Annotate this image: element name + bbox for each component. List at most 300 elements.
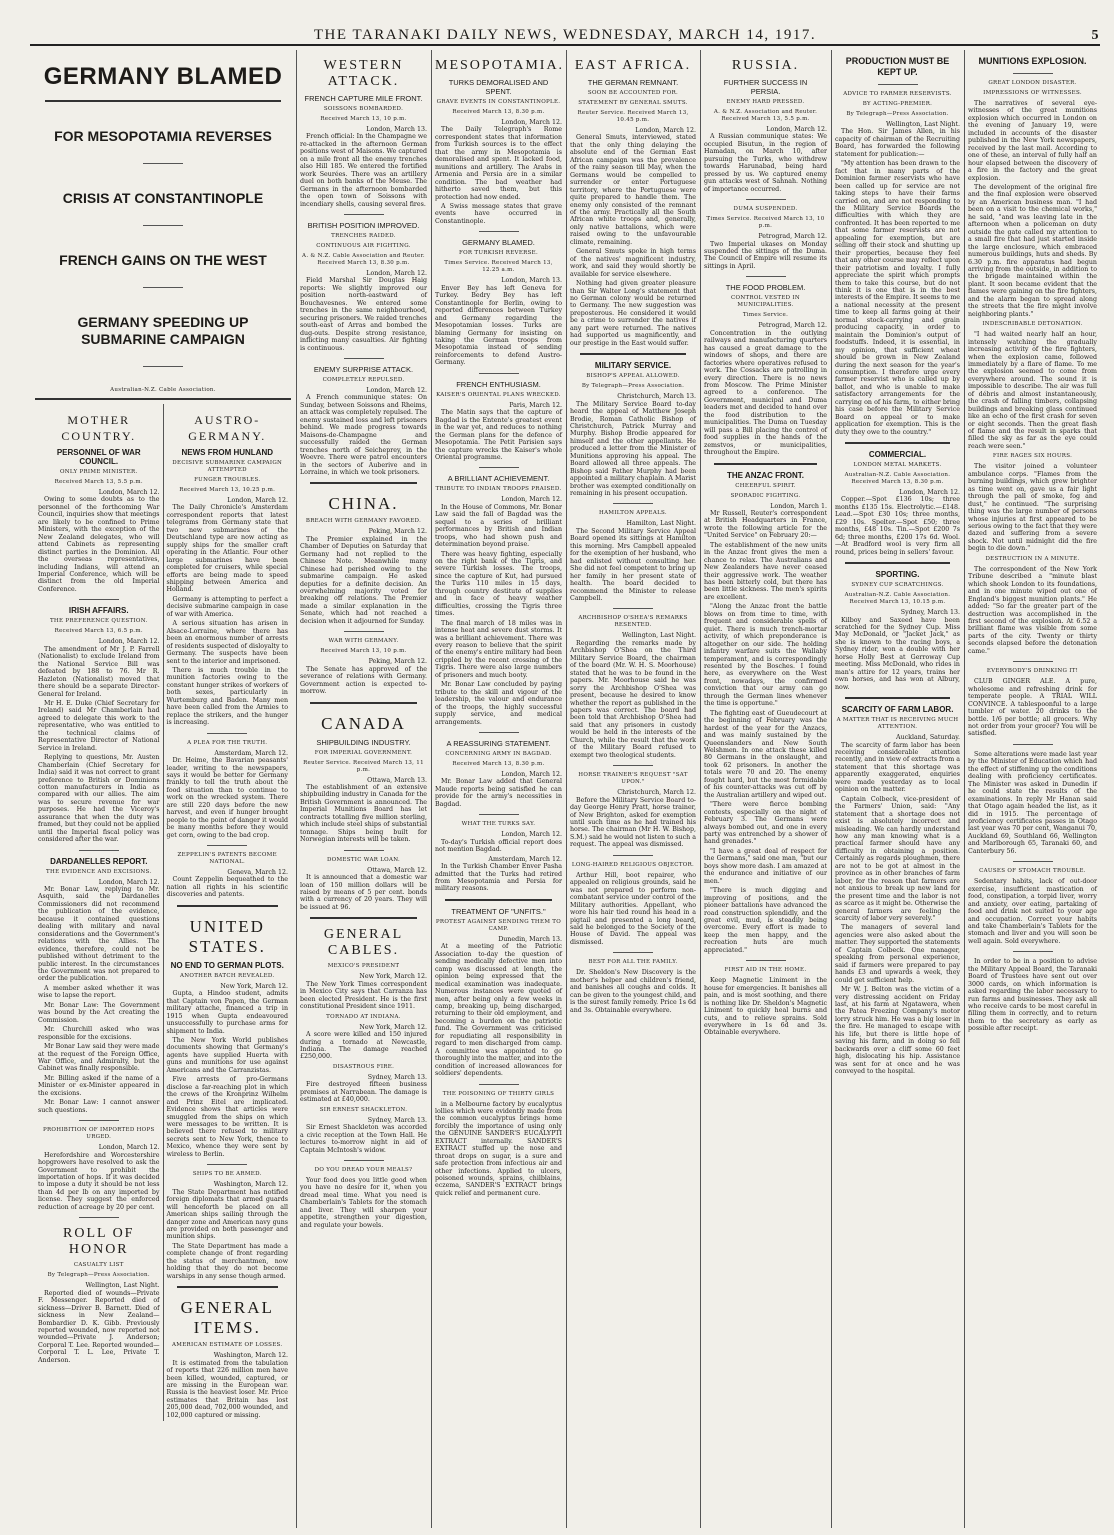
article-body: Two Imperial ukases on Monday suspended the sittings of the Duma. The Council of Empire will resume its sittings in April. (704, 240, 827, 270)
section-heading: WESTERN ATTACK. (323, 58, 404, 89)
divider (79, 1120, 119, 1121)
article-body: It is estimated from the tabulation of reports that 226 million men have been killed, wounded, captured, or are missing in the European war. Russia is the heaviest loser. Mr. Price estimates that Britain has lost 205,000 dead, 702,000 wounded, and 102,000 captured or missing. (166, 1359, 288, 1419)
article-body: Mr. Bonar Law, replying to Mr. Asquith, said the Dardanelles Commissioners did not recommend the publication of the evidence, because it contained questions dealing with military and naval considerations and the Government's relations with the Allies. The evidence, therefore, could not be published without detriment to the public interest. In the circumstances the Government was not prepared to order the publication. (38, 886, 160, 983)
article-body: Copper.—Spot £136 10s; three months £135 15s. Electrolytic.—£148. Lead.—Spot £30 10s; three months, £29 10s. Spelter.—Spot £50; three months, £48 10s. Tin.—Spot £200 7s 6d; three months, £200 17s 6d. Wool.—At Bradford wool is very firm all round, prices being in sellers' favour. (835, 496, 960, 556)
column-mesopotamia (431, 50, 565, 1528)
article-heading: FURTHER SUCCESS IN PERSIA. (723, 78, 808, 96)
article-body: Reported died of wounds—Private F. Messenger. Reported died of sickness—Driver B. Barnett. Died of sickness in New Zealand—Bombardier D. K. Gibb. Previously reported wounded, now reported not wounded—Private J. Anderson; Corporal T. Lee. Reported wounded—Corporal T. L. Lee, Private T. Anderson. (38, 1289, 160, 1364)
article-body: Nothing had given greater pleasure than Sir Walter Long's statement that no German colony would be returned to Germany. The new suggestion was preposterous. He considered it would be a crime to surrender the natives if any part were returned. The natives had supported us magnificently, and our prestige in the East would suffer. (570, 280, 696, 347)
dateline: Christchurch, March 13. (617, 393, 696, 401)
dateline: London, March 12. (501, 771, 562, 778)
article-body: The narratives of several eye-witnesses of the great munitions explosion which occurred in London on the evening of January 19, were included in accounts of the disaster published in the New York newspapers, received by the last mail. According to one of these, an interval of fully half an hour elapsed between the discovery of a fire in the factory and the great explosion. (968, 100, 1097, 182)
article-body: Arthur Hill, boot repairer, who appealed on religious grounds, said he was not prepared to perform non-combatant service under control of the Military authorities. Appellant, who wore his hair tied round his head in a pigtail and presented a long beard, said he belonged to the Society of the House of David. The appeal was dismissed. (570, 871, 696, 946)
article-subheading: SYDNEY CUP SCRATCHINGS. (851, 582, 944, 589)
article-body: "I have a great deal of respect for the Germans," said one man, "but our boys show more dash. I am amazed at the endurance and initiative of our men." (704, 847, 827, 885)
article-body: "Along the Anzac front the battle blows on from time to time, with frequent and considerable spells of quiet. There is much trench-mortar activity, of which preponderance is altogether on our side. The holding infantry warfare suits the Wallaby temperament, and is correspondingly resented by the Bosches. I found here, as everywhere on the West front, nowadays, the confirmed conviction that our army can go through the German lines whenever the time is opportune." (704, 603, 827, 708)
article-body: Field Marshal Sir Douglas Haig reports: We slightly improved our position north-eastward of Bouchavesnes. We entered some trenches in the same neighbourhood, securing prisoners. We raided trenches south-east of Arras and bombed the dug-outs. Despite strong resistance, inflicting many casualties. Air fighting is continuous. (300, 277, 427, 352)
dateline: London, March 12. (501, 496, 562, 504)
page-number: 5 (1091, 28, 1100, 43)
column-russia (700, 50, 830, 1528)
article-heading: PERSONNEL OF WAR COUNCIL. (56, 448, 141, 466)
article-subheading: DECISIVE SUBMARINE CAMPAIGN ATTEMPTED (172, 460, 283, 473)
section-heading: MESOPOTAMIA. (435, 58, 565, 73)
article-subheading: FOR IMPERIAL GOVERNMENT. (314, 749, 413, 756)
newspaper-title: THE TARANAKI DAILY NEWS, WEDNESDAY, MARCH 14, 1917. (313, 27, 817, 43)
column-east-africa (566, 50, 699, 1528)
dateline: Wellington, Last Night. (621, 632, 696, 640)
article-body: The Senate has approved of the severance of relations with Germany. Government action is expected to-morrow. (300, 665, 427, 696)
dateline: Wellington, Last Night. (885, 121, 960, 128)
advertisement-heading: BEST FOR ALL THE FAMILY. (588, 959, 678, 966)
advertisement-body: CLUB GINGER ALE. A pure, wholesome and refreshing drink for temperate people. A TRIAL WILL CONVINCE. A tablespoonful to a large tumbler of water. 20 drinks to the bottle. 1/6 per bottle; all grocers. Why not order from your grocer? You will be satisfied. (968, 678, 1097, 738)
received-line: Australian-N.Z. Cable Association. Received March 13, 8.30 p.m. (844, 472, 951, 486)
article-body: The development of the original fire and the final explosion were observed by an American business man. "I had been on a visit to the chemical works," he said, "and was leaving late in the afternoon when a policeman on duty outside the gate called my attention to a small fire that had just started inside the large enclosure, which embraced numerous buildings, huts and sheds. By 6.30 p.m. fire apparatus had begun arriving from the outside, in addition to the brigade maintained within the plant. It soon became evident that the flames were gaining on the fire fighters, and the alarm began to spread along the streets that the fire might involve neighboring plants." (968, 183, 1097, 318)
article-subheading: CONTROL VESTED IN MUNICIPALITIES. (731, 295, 800, 309)
divider (1013, 744, 1053, 745)
article-subheading: SHIPBUILDING INDUSTRY. (316, 737, 411, 747)
article-heading: GENERAL ITEMS. (180, 1298, 274, 1338)
divider (207, 733, 247, 734)
article-heading: UNITED STATES. (188, 916, 266, 956)
column-western-attack (296, 50, 430, 1528)
divider (479, 1084, 519, 1085)
dateline: London, March 12. (227, 497, 288, 504)
advertisement-body: Your food does you little good when you have no desire for it, when you dread meal time. What you need is Chamberlain's Tablets for the stomach and liver. They will sharpen your appetite, strengthen your digestion, and regulate your bowels. (300, 1176, 427, 1229)
article-heading: DUMA SUSPENDED. (733, 206, 798, 213)
article-heading: ZEPPELIN'S PATENTS BECOME NATIONAL. (177, 852, 277, 866)
dateline: London, March 12. (98, 1144, 160, 1152)
divider (845, 562, 950, 564)
section-heading: MOTHER COUNTRY. (61, 413, 137, 443)
dateline: London, March 12. (98, 489, 160, 496)
divider (613, 608, 653, 609)
article-heading: FRENCH CAPTURE MILE FRONT. (304, 94, 423, 103)
dateline: London, March 13. (366, 126, 427, 133)
article-body: A serious situation has arisen in Alsace-Lorraine, where there has been an enormous number of arrests of residents suspected of disloyalty to Germany. The suspects have been sent to the interior and imprisoned. (166, 620, 288, 665)
section-heading: EAST AFRICA. (574, 58, 692, 73)
column-mother-country (35, 404, 163, 1421)
article-heading: SCARCITY OF FARM LABOR. (841, 705, 954, 715)
dateline: Washington, March 12. (213, 1181, 288, 1189)
article-subheading: PROTEST AGAINST SENDING THEM TO CAMP. (435, 918, 562, 932)
article-body: General Smuts spoke in high terms of the natives' magnificent industry, work, and said they would shortly be available for service elsewhere. (570, 248, 696, 278)
article-body: Sir Ernest Shackleton was accorded a civic reception at the Town Hall. He lectures to-morrow night in aid of Captain McIntosh's widow. (300, 1124, 427, 1154)
article-subheading: FUNGER TROUBLES. (194, 477, 261, 483)
dateline: Sydney, March 13. (367, 1073, 427, 1081)
received-line: Reuter Service. Received March 13, 10.45 p.m. (577, 110, 689, 123)
dateline: Peking, March 12. (368, 658, 427, 666)
advertisement-body: Dr. Sheldon's New Discovery is the mother's helper and children's friend, and banishes all coughs and colds. It can be given to the youngest child, and is the surest family remedy. Price 1s 6d and 3s. Obtainable everywhere. (570, 969, 696, 1014)
lead-deck-3: FRENCH GAINS ON THE WEST (59, 252, 267, 268)
article-body: French official: In the Champagne we re-attacked in the afternoon German positions west of Maisons. We captured on a mile front all the enemy trenches also Hill 185. We entered the fortified work Seurées. There was an artillery duel on both banks of the Meuse. The Germans in the afternoon bombarded the open town of Soissons with incendiary shells, causing several fires. (300, 133, 427, 208)
article-body: Herefordshire and Worcestershire hopgrowers have resolved to ask the Government to prohibit the importation of hops. If it was decided to impose a duty it should be not less than 4d per lb on any imported by license. They suggest the enforced reduction of acreage by 20 per cent. (38, 1151, 160, 1211)
article-body: Dr. Heime, the Bavarian peasants' leader, writing to the newspapers, says it would be better for Germany frankly to tell the truth about the food situation than to continue to work on the wrecked system. There are still 220 days before the new harvest, and even if hunger brought people to the point of danger it would be many months before they would get corn, owing to the bad crop. (166, 757, 288, 839)
divider (1013, 73, 1053, 74)
divider (79, 599, 119, 600)
divider (613, 503, 653, 504)
divider (143, 163, 183, 164)
dateline: London, March 12. (501, 831, 562, 839)
article-heading: ROLL OF HONOR (63, 1226, 135, 1258)
article-heading: SHIPS TO BE ARMED. (192, 1171, 262, 1178)
article-subheading: SOISSONS BOMBARDED. (323, 106, 404, 112)
dateline: Hamilton, Last Night. (626, 520, 696, 528)
article-subheading: ADVICE TO FARMER RESERVISTS. (843, 91, 952, 97)
lead-deck-2: CRISIS AT CONSTANTINOPLE (62, 190, 264, 206)
divider (479, 231, 519, 232)
divider (1013, 861, 1053, 862)
masthead (30, 22, 1100, 46)
dateline: Paris, March 12. (509, 401, 562, 409)
article-body: Mr. Bonar Law concluded by paying tribute to the skill and vigour of the leadership, the valour and endurance of the troops, the highly successful supply service, and medical arrangements. (435, 681, 562, 726)
divider (746, 199, 786, 200)
article-body: Captain Colbeck, vice-president of the Farmers' Union, said: "Any statement that a shortage does not exist is absolutely incorrect and misleading. We can hardly understand how any man knowing what is a practical farmer should have any difficulty in obtaining a position. Certainly as regards ploughmen, there are not to be got at almost in the province as in other branches of farm labor, for the reason that farmers are not anxious to break up new land for the present time and the labor is not as scarce as it might be. Otherwise the general farmers are feeling the scarcity of labor very severely." (835, 795, 960, 922)
divider (45, 100, 281, 102)
article-body: Some alterations were made last year by the Minister of Education which had the effect of stiffening up the conditions dealing with proficiency certificates. The Minister was asked in Dunedin if he could state the results of the examinations. In reply Mr Hanan said that Otago again headed the list, as it did in 1915. The percentage of proficiency certificates passes in Otago last year was 70 per cent, Wanganui 70, Auckland 69, Southland 66, Wellington and Marlborough 65, Taranaki 60, and Canterbury 56. (968, 750, 1097, 855)
column-munitions-explosion (964, 50, 1100, 1528)
article-subheading: LONDON METAL MARKETS. (853, 462, 942, 469)
received-line: Received March 13, 10.25 p.m. (179, 487, 276, 493)
article-heading: TORNADO AT INDIANA. (326, 1013, 401, 1020)
article-heading: DOMESTIC WAR LOAN. (326, 856, 401, 863)
article-body: Mr Russell, Reuter's correspondent at British Headquarters in France, wrote the following article for the "United Service" on February 20:— (704, 509, 827, 540)
article-subheading: IMPRESSIONS OF WITNESSES. (983, 90, 1082, 96)
advertisement-body: Sedentary habits, lack of out-door exercise, insufficient mastication of food, constipation, a torpid liver, worry and anxiety, over eating, partaking of food and drink not suited to your age and occupation. Correct your habits and take Chamberlain's Tablets for the stomach and liver and you will soon be well again. Sold everywhere. (968, 878, 1097, 945)
article-body: There is much trouble in the munition factories owing to the constant hunger strikes of workers of both sexes, particularly in Wurtemburg and Baden. Many men have been called from the Armies to replace the strikers, and the hunger is increasing. (166, 666, 288, 727)
dateline: Sydney, March 13. (900, 609, 960, 617)
article-heading: GENERAL CABLES. (323, 927, 404, 959)
article-body: The final march of 18 miles was in intense heat and severe dust storms. It was a brilliant achievement. There was every reason to believe that the spirit of the enemy's entire military had been crippled by the recent crossing of the Tigris. There were also large numbers of prisoners and much booty. (435, 619, 562, 679)
article-subheading: BY ACTING-PREMIER. (862, 101, 933, 107)
article-body: Fire destroyed fifteen business premises at Narrabean. The damage is estimated at £40,000. (300, 1081, 427, 1104)
article-subheading: A MATTER THAT IS RECEIVING MUCH ATTENTION. (836, 717, 959, 731)
dateline: London, March 12. (899, 489, 960, 497)
dateline: Peking, March 12. (368, 528, 427, 536)
article-body: The Second Military Service Appeal Board opened its sittings at Hamilton this morning. Mrs Campbell appealed for the exemption of her husband, who had enlisted without consulting her. She did not feel competent to bring up her family in her present state of health. The board decided to recommend the Minister to release Campbell. (570, 527, 696, 603)
dateline: New York, March 12. (359, 1023, 427, 1031)
dateline: Wellington, Last Night. (85, 1282, 160, 1290)
article-heading: INDESCRIBABLE DETONATION. (982, 321, 1083, 328)
divider (344, 850, 384, 851)
article-subheading: SOON BE ACCOUNTED FOR. (587, 90, 679, 96)
received-line: Received March 13, 5.5 p.m. (54, 479, 143, 485)
article-heading: A BRILLIANT ACHIEVEMENT. (447, 474, 550, 484)
article-body: A member asked whether it was wise to lapse the report. (38, 984, 160, 1000)
dateline: New York, March 12. (220, 982, 288, 990)
lead-headline: GERMANY BLAMED (43, 63, 283, 90)
article-body: Mr. Billing asked if the name of a Minister or ex-Minister appeared in the excisions. (38, 1074, 160, 1097)
article-subheading: CONCERNING ARMY IN BAGDAD. (445, 751, 552, 757)
article-heading: PROHIBITION OF IMPORTED HOPS URGED. (42, 1127, 155, 1141)
article-body: In the House of Commons, Mr. Bonar Law said the fall of Bagdad was the sequel to a series of brilliant performances by British and Indian troops, who had shown push and determination beyond praise. (435, 503, 562, 549)
dateline: Petrograd, March 12. (758, 233, 827, 241)
dateline: Amsterdam, March 12. (488, 855, 562, 863)
article-heading: DISASTROUS FIRE. (332, 1063, 395, 1070)
dateline: London, March 12. (98, 878, 160, 886)
received-line: By Telegraph—Press Association. (846, 111, 949, 117)
divider (580, 353, 686, 355)
article-heading: DARDANELLES REPORT. (50, 856, 148, 866)
article-subheading: BISHOP'S APPEAL ALLOWED. (586, 373, 680, 380)
article-heading: LONG-HAIRED RELIGIOUS OBJECTOR. (571, 861, 695, 868)
section-heading: MUNITIONS EXPLOSION. (978, 56, 1087, 66)
article-body: The correspondent of the New York Tribune described a "minute blast which shook London to its foundations, and in one minute wiped out one of England's biggest munition plants." He added: "So far the greater part of the destruction was accomplished in the first second of the explosion. At 6.52 a brilliant flame was visible from some parts of the city. Twenty or thirty seconds elapsed before the detonation came." (968, 565, 1097, 655)
divider (1013, 951, 1053, 952)
article-heading: TURKS DEMORALISED AND SPENT. (448, 78, 549, 96)
article-body: Mr. Bonar Law: The Government was bound by the Act creating the Commission. (38, 1001, 160, 1024)
article-subheading: TRIBUTE TO INDIAN TROOPS PRAISED. (435, 486, 562, 493)
article-heading: SIR ERNEST SHACKLETON. (319, 1106, 408, 1113)
article-subheading: GREAT LONDON DISASTER. (988, 80, 1077, 86)
article-heading: FIRE RAGES SIX HOURS. (992, 453, 1073, 460)
article-body: Kilboy and Saxeed have been scratched for the Sydney Cup. Miss May McDonald, or "Jacket Jack," as she is known to the racing boys, a Sydney rider, won a double with her horse Holly Best at Gerroway Cup meeting. Miss McDonald, who rides in man's attire for 12 years, trains her own horses, and has won at Albury, now. (835, 616, 960, 691)
article-subheading: NO END TO GERMAN PLOTS. (170, 960, 284, 970)
article-body: Mr H. E. Duke (Chief Secretary for Ireland) said Mr Chamberlain had agreed to delegate this work to the representative, who was entitled to the technical claims of Representative Director of National Service in Ireland. (38, 699, 160, 752)
divider (177, 905, 279, 907)
article-heading: SPORTING. (875, 570, 920, 580)
advertisement-heading: THE POISONING OF THIRTY GIRLS (442, 1090, 555, 1097)
article-heading: TREATMENT OF "UNFITS." (451, 906, 546, 916)
article-subheading: KAISER'S ORIENTAL PLANS WRECKED. (436, 391, 561, 398)
article-subheading: GRAVE EVENTS IN CONSTANTINOPLE. (436, 99, 561, 105)
received-line: Received March 13, 6.5 p.m. (54, 628, 143, 635)
divider (479, 732, 519, 733)
article-body: The amendment of Mr J. P. Farrell (Nationalist) to exclude Ireland from the National Service Bill was defeated by 188 to 76. Mr R. Hazleton (Nationalist) moved that there should be a separate Director-General for Ireland. (38, 645, 160, 698)
article-heading: IRISH AFFAIRS. (68, 606, 129, 616)
dateline: London, March 12. (635, 127, 696, 134)
article-subheading: COMPLETELY REPULSED. (322, 376, 405, 383)
divider (613, 765, 653, 766)
article-body: At a meeting of the Patriotic Association to-day the question of sending medically defective men into camp was discussed at length, the opinion being expressed that the medical examination was inadequate. Numerous instances were quoted of men, after being only a few weeks in camp, breaking up, being discharged, returning to their old employment, and becoming a burden on the patriotic fund. The Government was criticised for repudiating all responsibility in regard to men discharged from camp. A committee was appointed to go thoroughly into the matter, and into the condition of increased allowances for soldiers' dependents. (435, 943, 562, 1078)
article-body: The scarcity of farm labor has been receiving considerable attention recently, and in view of extracts from a statement that this shortage was apparently exaggerated, enquiries were made yesterday as to local opinion on the matter. (835, 741, 960, 794)
advertisement-heading: FIRST AID IN THE HOME. (724, 967, 807, 974)
article-subheading: CHEERFUL SPIRIT. (735, 482, 796, 489)
divider (344, 358, 384, 359)
dateline: New York, March 12. (359, 973, 427, 981)
divider (445, 899, 552, 901)
article-subheading: SPORADIC FIGHTING. (730, 492, 801, 499)
received-line: Times Service. Received March 13, 12.25 a.m. (444, 260, 553, 274)
article-subheading: STATEMENT BY GENERAL SMUTS. (578, 100, 688, 106)
divider (344, 631, 384, 632)
article-body: A French communique states: On Sunday, between Soissons and Rheims, an attack was completely repulsed. The enemy sustained loss and left prisoners behind. We made progress towards Maisons-de-Champagne and successfully raided the German trenches north of Seicheprey, in the Woevre. There were patrol encounters in the sectors of Auberive and in Lorraine, in which we took prisoners. (300, 394, 427, 476)
divider (177, 1286, 279, 1288)
divider (143, 287, 183, 288)
article-heading: DESTRUCTION IN A MINUTE. (985, 555, 1080, 562)
lead-credit: Australian-N.Z. Cable Association. (110, 387, 216, 393)
article-body: Concentration in the outlying railways and manufacturing quarters has caused a great damage to the windows of shops, and there are factories where operatives refused to work. The Cossacks are patrolling in every direction. There is no news from Moscow. The Prime Minister agreed to a conference. The Government, municipal and Duma leaders met and decided to hand over the food distribution to the municipalities. The Duma on Tuesday will pass a Bill placing the control of food supplies in the hands of the zemstvos, or municipalities, throughout the Empire. (704, 329, 827, 457)
article-heading: ARCHBISHOP O'SHEA'S REMARKS RESENTED. (578, 615, 688, 629)
article-heading: HAMILTON APPEALS. (599, 510, 667, 517)
article-body: General Smuts, interviewed, stated that the only thing delaying the absolute end of the German East African campaign was the prevalence of the rainy season till May, when the Germans would be compelled to surrender or enter Portuguese territory, where the Portuguese were quite prepared to handle them. The enemy only consisted of the remnant of the army. Practically all the South African white troops and, generally, only native battalions, which were raised owing to the unfavourable climate, remaining. (570, 134, 696, 246)
received-line: A. & N.Z. Cable Association and Reuter. Received March 13, 8.30 p.m. (302, 252, 425, 266)
article-heading: NEWS FROM HUNLAND (181, 448, 274, 457)
dateline: London, March 12. (366, 386, 427, 394)
dateline: London, March 1. (770, 502, 827, 510)
section-heading: AUSTRO-GERMANY. (188, 413, 267, 443)
article-heading: A REASSURING STATEMENT. (446, 739, 551, 748)
article-body: "I had waited nearly half an hour, intensely watching the gradually increasing activity of the fire fighters, when the explosion came, followed immediately by a flare of flame. To me the explosion seemed to come from everywhere around. The sound it is impossible to describe. The air was full of débris and almost instantaneously, the crash of falling timbers, collapsing buildings and breaking glass continued like an echo of the first crash for seven or eight seconds. Then the great flash of flame and the result in sparks that filled the sky as far as the eye could reach were seen." (968, 331, 1097, 450)
article-subheading: TRENCHES RAIDED. (331, 232, 396, 239)
column-production (831, 50, 963, 1528)
divider (613, 855, 653, 856)
advertisement-heading: EVERYBODY'S DRINKING IT! (986, 668, 1079, 675)
article-body: Mr. Churchill asked who was responsible for the excisions. (38, 1026, 160, 1041)
article-body: Mr Bonar Law said they were made at the request of the Foreign Office, War Office, and Admiralty, but the Cabinet was finally responsible. (38, 1043, 160, 1073)
divider (79, 1217, 119, 1218)
dateline: Ottawa, March 13. (367, 776, 427, 784)
article-subheading: FOR TURKISH REVERSE. (458, 250, 539, 257)
article-heading: CANADA (321, 713, 406, 733)
article-heading: HORSE TRAINER'S REQUEST "SAT UPON." (578, 772, 688, 786)
article-body: The Daily Telegraph's Rome correspondent states that information from Turkish sources is to the effect that the army in Mesopotamia is demoralised and spent. It lacked food, munitions and artillery. The Arabs in Armenia and Persia are in a similar condition. The bad weather had hitherto saved them, but this protection had now ended. (435, 126, 562, 201)
divider (1013, 661, 1053, 662)
received-line: Received March 13, 8.30 p.m. (452, 761, 545, 767)
divider (613, 952, 653, 953)
article-body: The establishment of the new units in the Anzac front gives the men a chance to relax. The Australians and New Zealanders have never ceased their aggressive work. The weather has been bitterly cold, but there has been little sickness. The men's spirits are excellent. (704, 541, 827, 601)
article-subheading: ANOTHER BATCH REVEALED. (180, 972, 275, 979)
article-body: The managers of several land agencies were also asked about the matter. They supported the statements of Captain Colbeck. One manager, speaking from personal experience, said if farmers were prepared to pay hands £3 and upwards a week, they could get sufficient help. (835, 924, 960, 984)
article-heading: CHINA. (328, 494, 399, 514)
divider (845, 442, 950, 444)
article-heading: THE FOOD PROBLEM. (725, 283, 806, 293)
article-body: Gupta, a Hindoo student, admits that Captain von Papen, the German military attache, financed a trip in 1915 when Gupta endeavoured unsuccessfully to purchase arms for shipment to India. (166, 990, 288, 1035)
article-body: There was heavy fighting, especially on the right bank of the Tigris, and severe Turkish losses. The troops, since the capture of Kut, had pursued the Turks 110 miles in 15 days, through country destitute of supplies and in face of heavy weather difficulties, crossing the Tigris three times. (435, 550, 562, 618)
dateline: Washington, March 12. (213, 1352, 288, 1360)
section-heading: RUSSIA. (731, 58, 800, 73)
section-heading: PRODUCTION MUST BE KEPT UP. (845, 56, 950, 77)
received-line: Reuter Service. Received March 13, 11 p.m. (303, 759, 424, 773)
advertisement-body: Keep Magnetic Liniment in the house for emergencies. It banishes all pain, and is most soothing, and there is nothing like Dr. Sheldon's Magnetic Liniment to quickly heal burns and cuts, and to relieve sprains. Sold everywhere in 1s 6d and 3s. Obtainable everywhere. (704, 977, 827, 1037)
article-body: The State Department has made a complete change of front regarding the status of merchantmen, now holding that they do not become warships in any sense though armed. (166, 1242, 288, 1280)
divider (845, 697, 950, 699)
article-subheading: THE EVIDENCE AND EXCISIONS. (46, 868, 152, 875)
article-body: Owing to some doubts as to the personnel of the forthcoming War Council, inquiries show that meetings are likely to be confined to Prime Ministers, with the exception of the New Zealand delegates, who will attend Cabinets as representing distinct parties in the Dominion. All the overseas representatives, including Indians, will attend an Imperial Conference, which will be distinct from the old Imperial Conference. (38, 496, 160, 593)
divider (79, 850, 119, 851)
article-body: Replying to questions, Mr. Austen Chamberlain (Chief Secretary for India) said it was not correct to grant preference to British or Dominions cotton manufacturers in India as compared with our allies. The aim was to secure revenue for war purposes. He had the Viceroy's assurance that when the duty was framed, but they could not be applied until the Imperial fiscal policy was considered after the war. (38, 754, 160, 844)
dateline: London, March 12. (501, 119, 562, 126)
article-body: The Military Service Board to-day heard the appeal of Matthew Joseph Brodie, Roman Catholic Bishop of Christchurch, Patrick Murray and Murphy. Bishop Brodie appeared for himself and the other appellants. He produced a letter from the Minister of Munitions approving his appeal. The Board allowed all three appeals. The Bishop said Father Murphy had been appointed a military chaplain. A Marist brother was exempted conditionally on remaining in his present occupation. (570, 400, 696, 498)
divider (878, 84, 918, 85)
dateline: London, March 12. (366, 269, 427, 277)
dateline: Auckland, Saturday. (896, 734, 960, 742)
divider (207, 1164, 247, 1165)
lead-deck-1: FOR MESOPOTAMIA REVERSES (54, 128, 272, 144)
article-body: Mr W. J. Belton was the victim of a very distressing accident on Friday last, at his farm at Ngatawera, when the Patea Freezing Company's motor lorry struck him. He was a big loser in the fire. He managed to escape with his life, but there is little hope of saving his farm, and in doing so fell backwards over a cliff some 60 feet high, dislocating his hip. Assistance was sent for at once and he was conveyed to the hospital. (835, 986, 960, 1076)
column-austro-germany (163, 404, 292, 1421)
article-body: A Swiss message states that grave events have occurred in Constantinople. (435, 202, 562, 225)
article-body: "There were fierce bombing contests, especially on the night of February 3. The Germans were always bombed out, and one in every party was entrenched by a shower of hand grenades." (704, 801, 827, 846)
article-body: "My attention has been drawn to the fact that in many parts of the Dominion farmer reservists who have been called up for service are not taking steps to have their farms carried on, and are not responding to the Military Service Boards the difficulties with which they are confronted. It has been reported to me that some farmer reservists are not appealing for exemption, but are selling off their stock and shutting up their properties, because they feel that any other course may reflect upon their patriotism and loyalty. I fully appreciate the spirit which prompts them to take this course, but do not think it is one that is in the best interests of the Empire. It seems to me a national necessity at the present time to keep all farms going at their normal stock-carrying and grain producing capacity, in order to maintain the Dominion's output of foodstuffs. Indeed, it is essential, in my opinion, that sufficient wheat should be grown in New Zealand during the next season for the year's consumption. I therefore urge every farmer reservist who is called up by ballot, and who is unable to make satisfactory arrangements for the carrying on of his farm, to either bring his case before the Military Service Board on appeal or to make application for exemption. This is the duty they owe to the country." (835, 160, 960, 436)
article-body: A score were killed and 150 injured during a tornado at Newcastle, Indiana. The damage reached £250,000. (300, 1031, 427, 1061)
divider (310, 702, 417, 704)
article-heading: ENEMY SURPRISE ATTACK. (313, 364, 414, 374)
advertisement-heading: DO YOU DREAD YOUR MEALS? (314, 1166, 413, 1173)
received-line: Received March 13, 10 p.m. (320, 116, 407, 122)
received-line: Received March 13, 8.30 p.m. (452, 109, 545, 115)
divider (479, 373, 519, 374)
article-subheading: AMERICAN ESTIMATE OF LOSSES. (172, 1342, 283, 1349)
divider (479, 814, 519, 815)
article-body: The Daily Chronicle's Amsterdam correspondent reports that latest telegrams from Germany state that two new submarines of the Deutschland type are now acting as supply ships for the smaller craft operating in the Atlantic. Four other large submarines have been completed for cruisers, while special efforts are being made to speed shipping between America and Holland. (166, 504, 288, 594)
article-heading: WAR WITH GERMANY. (328, 638, 399, 645)
divider (310, 482, 417, 484)
dateline: London, March 12. (766, 126, 827, 133)
dateline: Christchurch, March 12. (617, 789, 696, 797)
article-heading: MILITARY SERVICE. (594, 361, 672, 371)
article-body: The Premier explained in the Chamber of Deputies on Saturday that Germany had not replied to the Chinese Note. Meanwhile many Chinese had perished owing to the submarine campaign. He asked deputies for a definite decision. An overwhelming majority voted for breaking off relations. The Premier made a similar explanation in the Senate, which had not reached a decision when it adjourned for Sunday. (300, 535, 427, 625)
dateline: London, March 12. (98, 638, 160, 646)
article-heading: THE GERMAN REMNANT. (587, 78, 679, 87)
received-line: By Telegraph—Press Association. (47, 1272, 150, 1279)
article-body: A Russian communique states: We occupied Bisutun, in the region of Hamadan, on March 10, after pursuing the Turks, who withdrew towards Harunabad, being hard pressed by us. We captured enemy gun attacks west of Sahnah. Nothing of importance occurred. (704, 133, 827, 193)
received-line: Times Service. (742, 312, 789, 319)
dateline: Petrograd, March 12. (758, 322, 827, 330)
divider (35, 398, 291, 400)
article-heading: THE ANZAC FRONT. (726, 470, 805, 480)
divider (143, 366, 183, 367)
article-subheading: BREACH WITH GERMANY FAVORED. (305, 518, 422, 525)
advertisement-heading: CAUSES OF STOMACH TROUBLE. (979, 868, 1086, 875)
lead-subcolumns (35, 404, 291, 1421)
article-body: The Hon. Sir James Allen, in his capacity of chairman of the Recruiting Board, has forwarded the following statement for publication:— (835, 128, 960, 158)
divider (310, 917, 417, 919)
article-subheading: MEXICO'S PRESIDENT (327, 963, 400, 970)
divider (714, 463, 817, 465)
dateline: Ottawa, March 12. (367, 866, 427, 874)
article-heading: FRENCH ENTHUSIASM. (456, 379, 541, 389)
advertisement-body: in a Melbourne factory by eucalyptus lollies which were evidently made from the common eucalyptus brings home forcibly the importance of using only the GENUINE SANDER'S EUCALYPTI EXTRACT internally. SANDER'S EXTRACT stuffed up the nose and throat drops on sugar, is a sure and safe protection from infectious air and other infections. Applied to ulcers, poisoned wounds, sprains, chilblains, eczema, SANDER'S EXTRACT brings quick relief and permanent cure. (435, 1100, 562, 1197)
article-body: To-day's Turkish official report does not mention Bagdad. (435, 838, 562, 854)
divider (479, 467, 519, 468)
dateline: Dunedin, March 13. (498, 935, 562, 943)
divider (207, 845, 247, 846)
dateline: Geneva, March 12. (227, 869, 288, 877)
article-body: The fighting east of Gueudecourt at the beginning of February was the hardest of the year for the Anzacs, and was mainly sustained by the Queenslanders and New South Welshmen. In one attack these killed 80 Germans in the onslaught, and took 62 prisoners. In another the totals were 70 and 20. The enemy fought hard, but the most formidable of his counter-attacks was cut off by the Australian artillery and wiped out. (704, 709, 827, 799)
article-body: The visitor joined a volunteer ambulance corps. "Flames from the burning buildings, which grew brighter as time went on, gave us a fair light through the pall of smoke, fog and dust," he continued. "The surprising thing was the large number of persons whose injuries at first appeared to be serious owing to the fact that they were dazed and suffering from a severe shock. Not until midnight did the fire begin to die down." (968, 463, 1097, 553)
divider (143, 225, 183, 226)
divider (344, 1160, 384, 1161)
article-heading: WHAT THE TURKS SAY. (461, 821, 536, 828)
article-body: Germany is attempting to perfect a decisive submarine campaign in case of war with America. (166, 595, 288, 618)
article-subheading: ENEMY HARD PRESSED. (726, 99, 805, 105)
article-body: Mr. Bonar Law added that General Maude reports being satisfied he can provide for the army's necessities in Bagdad. (435, 778, 562, 808)
received-line: A. & N.Z. Association and Reuter. Received March 13, 5.5 p.m. (713, 109, 818, 122)
received-line: Received March 13, 10 p.m. (320, 648, 407, 655)
article-subheading: THE PREFERENCE QUESTION. (49, 618, 148, 625)
article-body: Mr. Bonar Law: I cannot answer such questions. (38, 1099, 160, 1114)
divider (746, 276, 786, 277)
received-line: Times Service. Received March 13, 10 p.m. (706, 216, 825, 230)
article-body: It is announced that a domestic war loan of 150 million dollars will be raised by means of 5 per cent. bonds with a currency of 20 years. They will be issued at 96. (300, 874, 427, 911)
article-body: Regarding the remarks made by Archbishop O'Shea on the Third Military Service Board, the chairman of the board (Mr. W. H. S. Moorhouse) stated that he was to be found in the papers. Mr. Moorhouse said he was sorry the Archbishop O'Shea was present, because he desired to know whether the report as published in the papers was correct. The board had been told that Archbishop O'Shea had said that any prisoners in custody would be held in the interests of the Church, while the result that the work of the Military Board refused to exempt two theological students. (570, 639, 696, 759)
article-heading: A PLEA FOR THE TRUTH. (187, 739, 268, 746)
article-heading: COMMERCIAL. (868, 450, 927, 460)
article-heading: GERMANY BLAMED. (462, 238, 535, 248)
received-line: Australian-N.Z. Cable Association. Received March 13, 10.15 p.m. (844, 592, 951, 606)
article-body: Five arrests of pro-Germans disclose a far-reaching plot in which the crews of the Kronprinz Wilhelm and Prinz Eitel are implicated. Evidence shows that articles were smuggled from the ships on which were messages to be written. It is believed there refused to military secrets sent to New York, thence to Mexico, whence they were sent by wireless to Berlin. (166, 1076, 288, 1158)
article-body: In the Turkish Chamber Enver Pasha admitted that the Turks had retired from Mesopotamia and Persia for military reasons. (435, 863, 562, 893)
article-heading: BRITISH POSITION IMPROVED. (307, 220, 420, 230)
article-subheading: CONTINUOUS AIR FIGHTING. (316, 242, 411, 249)
article-body: Enver Bey has left Geneva for Turkey. Bedry Bey has left Constantinople for Berlin, owing to reported differences between Turkey and Germany regarding the Mesopotamian losses. Turks are blaming Germany for insisting on taking the German troops from Mesopotamia instead of sending reinforcements to defend Austro-Germany. (435, 284, 562, 367)
received-line: By Telegraph—Press Association. (581, 383, 685, 390)
article-body: In order to be in a position to advise the Military Appeal Board, the Taranaki Board of Trustees have sent out over 3000 cards, on which information is asked regarding the labor necessary to run farms and businesses. They ask all who receive cards to be most careful in filling them in correctly, and to return them to the secretary as early as possible after receipt. (968, 958, 1097, 1033)
article-body: The Matin says that the capture of Bagdad is the Entente's greatest event in the war yet, and reduces to nothing the German plans for the defence of Mesopotamia. The Petit Parisien says the capture wrecks the Kaiser's whole Oriental programme. (435, 409, 562, 461)
lead-deck-4: GERMANY SPEEDING UP SUBMARINE CAMPAIGN (77, 314, 249, 347)
article-body: The New York World publishes documents showing that Germany's agents have supplied Huerta with guns and munitions for use against Americans and the Carranzistas. (166, 1037, 288, 1074)
divider (746, 960, 786, 961)
